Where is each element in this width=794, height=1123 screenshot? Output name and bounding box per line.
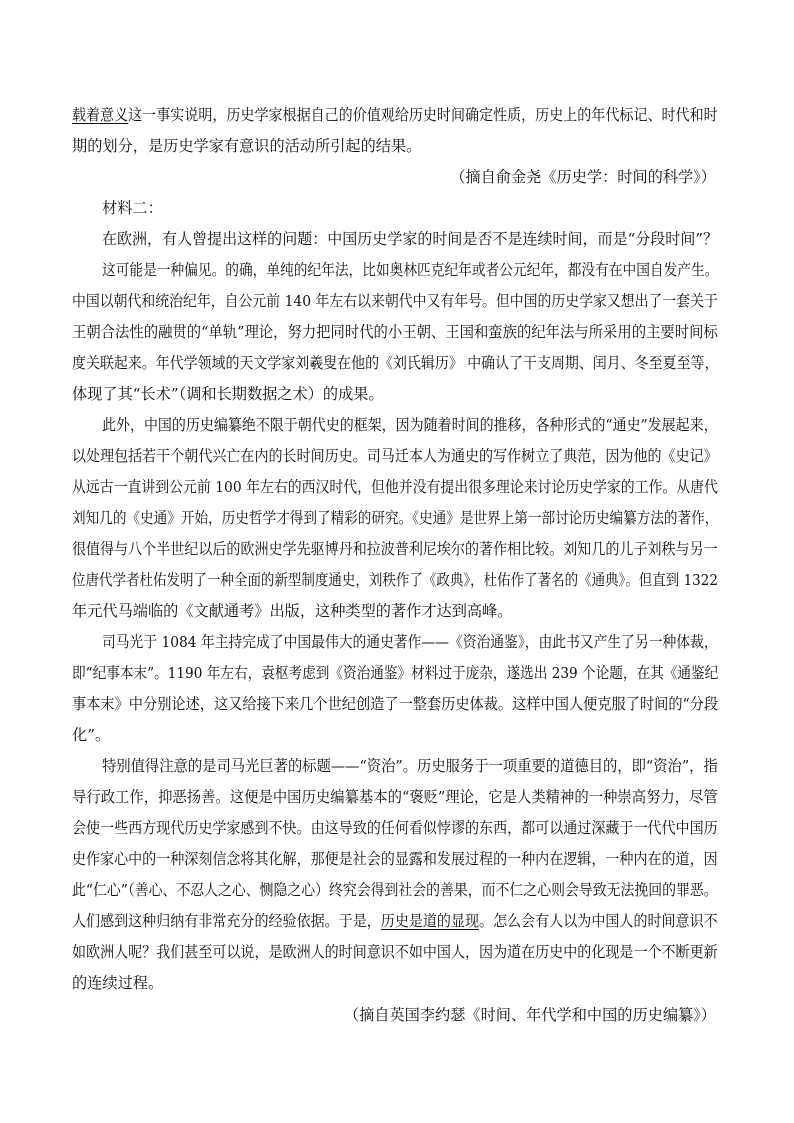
text-line: 王朝合法性的融贯的“单轨”理论，努力把同时代的小王朝、王国和蛮族的纪年法与所采用的主要时间标 [72,323,718,341]
text-line: 这可能是一种偏见。的确，单纯的纪年法，比如奥林匹克纪年或者公元纪年，都没有在中国自发产生。 [102,261,718,279]
paragraph-chronology [72,255,718,410]
source-citation-2: （摘自英国李约瑟《时间、年代学和中国的历史编纂》） [343,1006,716,1024]
text-line: 从远古一直讲到公元前 100 年左右的西汉时代，但他并没有提出很多理论来讨论历史学家的工作。从唐代 [72,478,718,496]
text-line: 此“仁心”（善心、不忍人之心、恻隐之心）终究会得到社会的善果，而不仁之心则会导致无法挽回的罪恶。 [72,881,718,899]
text-line: 期的划分，是历史学家有意识的活动所引起的结果。 [72,137,422,155]
text-line: 如欧洲人呢？我们甚至可以说，是欧洲人的时间意识不如中国人，因为道在历史中的化现是一个不断更新 [72,943,718,961]
text-line: 即“纪事本末”。1190 年左右，袁枢考虑到《资治通鉴》材料过于庞杂，遂选出 239 个论题，在其《通鉴纪 [72,664,718,682]
text-line: 此外，中国的历史编纂绝不限于朝代史的框架，因为随着时间的推移，各种形式的“通史”发展起来， [102,416,718,434]
text-line: 中国以朝代和统治纪年，自公元前 140 年左右以来朝代中又有年号。但中国的历史学家又想出了一套关于 [72,292,718,310]
underlined-phrase: 载着意义 [72,106,129,124]
text-line: 体现了其“长术”（调和长期数据之术）的成果。 [72,385,384,403]
text-line: 司马光于 1084 年主持完成了中国最伟大的通史著作——《资治通鉴》，由此书又产生了另一种体裁， [102,633,718,651]
paragraph-zizhi-tongjian [72,627,718,751]
text-line: 以处理包括若干个朝代兴亡在内的长时间历史。司马迁本人为通史的写作树立了典范，因为他的《史记》 [72,447,718,465]
text-line: 特别值得注意的是司马光巨著的标题——“资治”。历史服务于一项重要的道德目的，即“资治”，指 [102,757,718,775]
text-line: 导行政工作，抑恶扬善。这便是中国历史编纂基本的“褒贬”理论，它是人类精神的一种崇高努力，尽管 [72,788,718,806]
text-line: 很值得与八个半世纪以后的欧洲史学先驱博丹和拉波普利尼埃尔的著作相比较。刘知几的儿子刘秩与另一 [72,540,718,558]
paragraph-question [72,224,718,255]
paragraph-general-history [72,410,718,627]
text-line: 在欧洲，有人曾提出这样的问题：中国历史学家的时间是否不是连续时间，而是“分段时间”？ [102,230,718,248]
paragraph-continuation [72,100,718,162]
text-line: 度关联起来。年代学领域的天文学家刘羲叟在他的《刘氏辑历》 中确认了干支周期、闰月、冬至夏至等， [72,354,718,372]
text-line: 年元代马端临的《文献通考》出版，这种类型的著作才达到高峰。 [72,602,513,620]
source-citation-1: （摘自俞金尧《历史学：时间的科学》） [450,168,716,186]
text-line: 史作家心中的一种深刻信念将其化解，那便是社会的显露和发展过程的一种内在逻辑，一种内在的道，因 [72,850,718,868]
underlined-phrase: 历史是道的显现 [380,912,480,930]
text-line: 事本末》中分别论述，这又给接下来几个世纪创造了一整套历史体裁。这样中国人便克服了时间的“分段 [72,695,718,713]
text-line: 人们感到这种归纳有非常充分的经验依据。于是，历史是道的显现。怎么会有人以为中国人的时间意识不 [72,912,718,930]
material-2-heading [72,193,718,224]
text-line: 会使一些西方现代历史学家感到不快。由这导致的任何看似悖谬的东西，都可以通过深藏于一代代中国历 [72,819,718,837]
text-line: 载着意义这一事实说明，历史学家根据自己的价值观给历史时间确定性质，历史上的年代标记、时代和时 [72,106,718,124]
text-line: 的连续过程。 [72,974,164,992]
section-label: 材料二： [102,199,163,217]
text-line: 位唐代学者杜佑发明了一种全面的新型制度通史，刘秩作了《政典》，杜佑作了著名的《通典》。但直到 1322 [72,571,718,589]
paragraph-moral-purpose [72,751,718,999]
text-line: 化”。 [72,726,111,744]
text-line: 刘知几的《史通》开始，历史哲学才得到了精彩的研究。《史通》是世界上第一部讨论历史编纂方法的著作， [72,509,718,527]
